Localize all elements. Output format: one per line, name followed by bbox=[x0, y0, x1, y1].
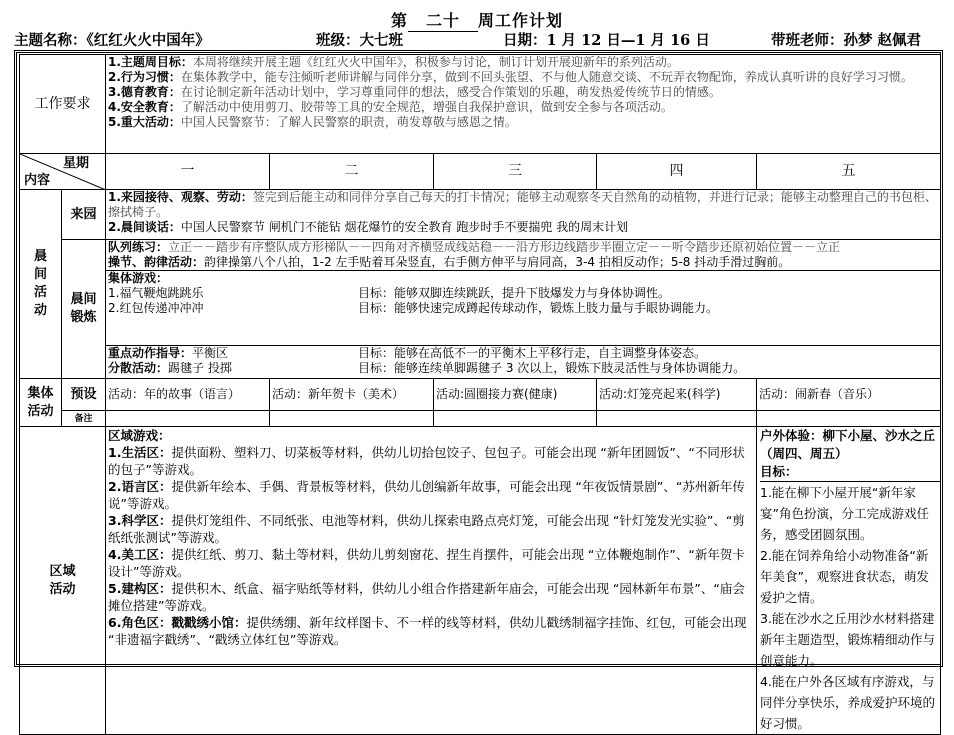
area-games bbox=[106, 427, 757, 735]
note-tuesday bbox=[270, 411, 434, 427]
weekday-corner-label: 星期 bbox=[62, 156, 89, 171]
morning-activity-label bbox=[20, 190, 62, 379]
morning-talk-line bbox=[108, 220, 938, 235]
activity-friday: 活动：闹新春（音乐） bbox=[757, 379, 941, 411]
rhythm-text: 韵律操第八个八拍，1-2 左手贴着耳朵竖直，右手侧方伸平与肩同高，3-4 拍相反动作；5-8 抖动手滑过胸前。 bbox=[204, 255, 791, 269]
split-key: 分散活动： bbox=[108, 361, 169, 375]
game-row bbox=[108, 301, 938, 316]
class-name: 班级：大七班 bbox=[316, 32, 403, 49]
arrival-text: 签完到后能主动和同伴分享自己每天的打卡情况；能够主动观察冬天自然角的动植物，并进行记录；能够主动整理自己的书包柜、擦拭椅子。 bbox=[108, 190, 937, 219]
queue-text: 立正－－踏步有序整队成方形梯队－－四角对齐横竖成线站稳－－沿方形边线踏步半圈立定－－听令踏步还原初始位置－－立正 bbox=[168, 240, 841, 254]
arrival-key: 1.来园接待、观察、劳动： bbox=[108, 190, 253, 204]
morning-activity-text: 晨间活动 bbox=[33, 249, 47, 318]
arrival-content bbox=[106, 190, 941, 240]
area-activity-label bbox=[20, 427, 106, 735]
requirement-text: 本周将继续开展主题《红红火火中国年》，积极参与讨论，制订计划开展迎新年的系列活动。 bbox=[192, 55, 679, 69]
requirement-item bbox=[108, 55, 938, 70]
note-monday bbox=[106, 411, 270, 427]
split-goal: 目标：能够连续单脚踢毽子 3 次以上，锻炼下肢灵活性与身体协调能力。 bbox=[358, 361, 746, 375]
outdoor-goal: 3.能在沙水之丘用沙水材料搭建新年主题造型，锻炼精细动作与创意能力。 bbox=[760, 611, 936, 668]
split-row bbox=[108, 361, 938, 376]
queue-practice bbox=[106, 240, 940, 271]
exercise-label bbox=[62, 240, 106, 379]
day-wednesday: 三 bbox=[434, 154, 597, 190]
title-prefix: 第 bbox=[390, 11, 408, 30]
game-goal: 目标：能够快速完成蹲起传球动作，锻炼上肢力量与手眼协调能力。 bbox=[358, 301, 719, 315]
outdoor-goal: 4.能在户外各区域有序游戏，与同伴分享快乐，养成爱护环境的好习惯。 bbox=[760, 674, 936, 731]
requirement-key: 4.安全教育： bbox=[108, 100, 181, 114]
outdoor-goal-label: 目标： bbox=[760, 463, 940, 482]
requirement-text: 了解活动中使用剪刀、胶带等工具的安全规范，增强自我保护意识，做到安全参与各项活动。 bbox=[180, 100, 673, 114]
exercise-label-text: 晨间锻炼 bbox=[70, 292, 97, 325]
outdoor-goal: 1.能在柳下小屋开展“新年家宴”角色扮演，分工完成游戏任务，感受团圆氛围。 bbox=[760, 485, 929, 542]
note-wednesday bbox=[434, 411, 597, 427]
zone-item bbox=[108, 512, 754, 546]
morning-talk-text: 中国人民警察节 闸机门不能钻 烟花爆竹的安全教育 跑步时手不要揣兜 我的周末计划 bbox=[180, 220, 629, 234]
requirement-key: 1.主题周目标： bbox=[108, 55, 193, 69]
zone-text: 提供红纸、剪刀、黏土等材料，供幼儿剪刻窗花、捏生肖摆件，可能会出现 “立体鞭炮制作”、“新年贺卡设计”等游戏。 bbox=[108, 547, 745, 579]
split-text: 踢毽子 投掷 bbox=[168, 361, 232, 375]
requirement-text: 在讨论制定新年活动计划中，学习尊重同伴的想法，感受合作策划的乐趣，萌发热爱传统节日的情感。 bbox=[180, 85, 721, 99]
group-games bbox=[106, 271, 940, 316]
focus-text: 平衡区 bbox=[192, 346, 229, 360]
zone-text: 提供面粉、塑料刀、切菜板等材料，供幼儿切拾包饺子、包包子。可能会出现 “新年团圆饭”、“不同形状的包子”等游戏。 bbox=[108, 445, 745, 477]
outdoor-experience bbox=[757, 427, 941, 735]
zone-item bbox=[108, 614, 754, 648]
game-name: 1.福气鞭炮跳跳乐 bbox=[108, 286, 204, 300]
activity-tuesday: 活动：新年贺卡（美术） bbox=[270, 379, 434, 411]
zone-key: 5.建构区： bbox=[108, 581, 172, 596]
game-row bbox=[108, 286, 938, 301]
requirement-key: 2.行为习惯： bbox=[108, 70, 181, 84]
group-activity-label bbox=[20, 379, 62, 427]
activity-wednesday: 活动:圆圈接力赛(健康) bbox=[434, 379, 597, 411]
rhythm-key: 操节、韵律活动： bbox=[108, 255, 205, 269]
note-thursday bbox=[597, 411, 757, 427]
plan-table-frame bbox=[14, 50, 943, 731]
requirement-text: 在集体教学中，能专注倾听老师讲解与同伴分享，做到不回头张望、不与他人随意交谈、不玩弄衣物配饰，养成认真听讲的良好学习习惯。 bbox=[180, 70, 913, 84]
zone-item bbox=[108, 478, 754, 512]
zone-key: 3.科学区： bbox=[108, 513, 172, 528]
zone-key: 1.生活区： bbox=[108, 445, 172, 460]
zone-text: 提供灯笼组件、不同纸张、电池等材料，供幼儿探索电路点亮灯笼，可能会出现 “针灯笼发光实验”、“剪纸纸张测试”等游戏。 bbox=[108, 513, 745, 545]
zone-item bbox=[108, 580, 754, 614]
focus-row bbox=[108, 346, 938, 361]
outdoor-title: 户外体验：柳下小屋、沙水之丘（周四、周五） bbox=[760, 428, 936, 461]
weekday-corner bbox=[20, 154, 106, 190]
focus-goal: 目标：能够在高低不一的平衡木上平移行走，自主调整身体姿态。 bbox=[358, 346, 707, 360]
day-thursday: 四 bbox=[597, 154, 757, 190]
requirement-item bbox=[108, 70, 938, 85]
day-friday: 五 bbox=[757, 154, 941, 190]
plan-table bbox=[19, 54, 941, 735]
requirement-key: 5.重大活动： bbox=[108, 115, 181, 129]
note-friday bbox=[757, 411, 941, 427]
day-monday: 一 bbox=[106, 154, 270, 190]
work-requirements-label: 工作要求 bbox=[20, 55, 106, 154]
zone-text: 提供新年绘本、手偶、背景板等材料，供幼儿创编新年故事，可能会出现 “年夜饭情景剧”、“苏州新年传说”等游戏。 bbox=[108, 479, 745, 511]
activity-monday: 活动：年的故事（语言） bbox=[106, 379, 270, 411]
area-activity-text: 区域活动 bbox=[49, 563, 76, 597]
title-suffix: 周工作计划 bbox=[478, 11, 564, 30]
exercise-content bbox=[106, 240, 941, 346]
game-goal: 目标：能够双脚连续跳跃，提升下肢爆发力与身体协调性。 bbox=[358, 286, 671, 300]
zone-key: 4.美工区： bbox=[108, 547, 172, 562]
teachers: 带班老师：孙梦 赵佩君 bbox=[771, 32, 922, 49]
theme-name: 主题名称：《红红火火中国年》 bbox=[14, 32, 210, 49]
arrival-line bbox=[108, 190, 938, 220]
requirement-item bbox=[108, 100, 938, 115]
requirement-text: 中国人民警察节：了解人民警察的职责，萌发尊敬与感恩之情。 bbox=[180, 115, 517, 129]
focus-content bbox=[106, 346, 941, 379]
area-games-title: 区域游戏： bbox=[108, 428, 171, 443]
work-requirements-content bbox=[106, 55, 941, 154]
zone-item bbox=[108, 444, 754, 478]
zone-text: 提供绣绷、新年纹样图卡、不一样的线等材料，供幼儿戳绣制福字挂饰、红包，可能会出现 “非遗福字戳绣”、“戳绣立体红包”等游戏。 bbox=[108, 615, 747, 647]
requirement-key: 3.德育教育： bbox=[108, 85, 181, 99]
zone-text: 提供积木、纸盒、福字贴纸等材料，供幼儿小组合作搭建新年庙会，可能会出现 “园林新年布景”、“庙会摊位搭建”等游戏。 bbox=[108, 581, 745, 613]
date-range: 日期：1 月 12 日—1 月 16 日 bbox=[503, 32, 710, 49]
group-activity-text: 集体活动 bbox=[27, 385, 54, 419]
week-number: 二十 bbox=[408, 8, 478, 32]
content-corner-label: 内容 bbox=[24, 173, 51, 188]
zone-key: 6.角色区： bbox=[108, 615, 172, 630]
requirement-item bbox=[108, 85, 938, 100]
zone-key-sub: 戳戳绣小馆： bbox=[171, 615, 247, 630]
outdoor-goal: 2.能在饲养角给小动物准备“新年美食”，观察进食状态，萌发爱护之情。 bbox=[760, 548, 929, 605]
day-tuesday: 二 bbox=[270, 154, 434, 190]
queue-key: 队列练习： bbox=[108, 240, 169, 254]
preset-label: 预设 bbox=[62, 379, 106, 411]
game-name: 2.红包传递冲冲冲 bbox=[108, 301, 204, 315]
arrival-label: 来园 bbox=[62, 190, 106, 240]
requirement-item bbox=[108, 115, 938, 130]
zone-item bbox=[108, 546, 754, 580]
activity-thursday: 活动:灯笼亮起来(科学) bbox=[597, 379, 757, 411]
focus-key: 重点动作指导： bbox=[108, 346, 193, 360]
morning-talk-key: 2.晨间谈话： bbox=[108, 220, 181, 234]
zone-key: 2.语言区： bbox=[108, 479, 172, 494]
note-label: 备注 bbox=[62, 411, 106, 427]
group-games-title: 集体游戏： bbox=[108, 271, 169, 285]
